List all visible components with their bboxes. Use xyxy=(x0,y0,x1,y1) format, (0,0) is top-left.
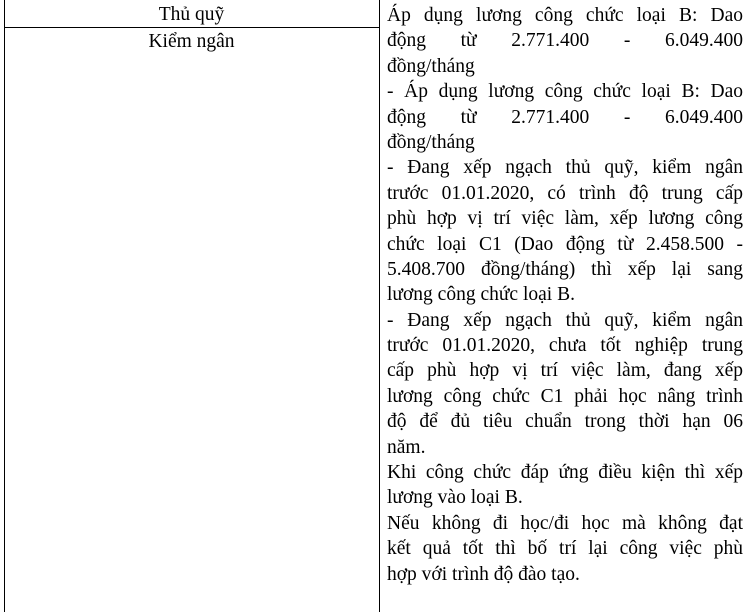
column-divider xyxy=(379,0,380,612)
text-line: Khi công chức đáp ứng điều kiện thì xếp xyxy=(387,462,743,484)
text-line: - Áp dụng lương công chức loại B: Dao xyxy=(387,81,743,103)
position-cell-kiem-ngan: Kiểm ngân xyxy=(148,31,235,52)
text-line: kết quả tốt thì bố trí lại công việc phù xyxy=(387,538,743,560)
text-line: độ để đủ tiêu chuẩn trong thời hạn 06 xyxy=(387,411,743,433)
text-line: - Đang xếp ngạch thủ quỹ, kiểm ngân xyxy=(387,309,743,331)
text-line: Áp dụng lương công chức loại B: Dao xyxy=(387,5,743,26)
table-left-border xyxy=(4,0,5,612)
text-line: lương vào loại B. xyxy=(387,487,523,509)
text-line: hợp với trình độ đào tạo. xyxy=(387,563,580,585)
text-line: lương công chức loại B. xyxy=(387,284,575,306)
text-line: 5.408.700 đồng/tháng) thì xếp lại sang xyxy=(387,258,743,280)
text-line: động từ 2.771.400 - 6.049.400 xyxy=(387,106,743,128)
text-line: phù hợp vị trí việc làm, xếp lương công xyxy=(387,208,743,230)
text-line: đồng/tháng xyxy=(387,55,475,77)
text-line: năm. xyxy=(387,436,426,458)
text-line: Nếu không đi học/đi học mà không đạt xyxy=(387,512,743,534)
salary-description-cell xyxy=(387,3,743,587)
text-line: đồng/tháng xyxy=(387,131,475,153)
position-cell-thu-quy: Thủ quỹ xyxy=(158,4,225,25)
text-line: cấp phù hợp vị trí việc làm, đang xếp xyxy=(387,360,743,382)
text-line: động từ 2.771.400 - 6.049.400 xyxy=(387,30,743,52)
text-line: trước 01.01.2020, có trình độ trung cấp xyxy=(387,182,743,204)
row-divider xyxy=(4,27,379,28)
text-line: - Đang xếp ngạch thủ quỹ, kiểm ngân xyxy=(387,157,743,179)
text-line: trước 01.01.2020, chưa tốt nghiệp trung xyxy=(387,335,743,357)
text-line: chức loại C1 (Dao động từ 2.458.500 - xyxy=(387,233,743,255)
text-line: lương công chức C1 phải học nâng trình xyxy=(387,385,743,407)
description-text xyxy=(387,3,743,587)
